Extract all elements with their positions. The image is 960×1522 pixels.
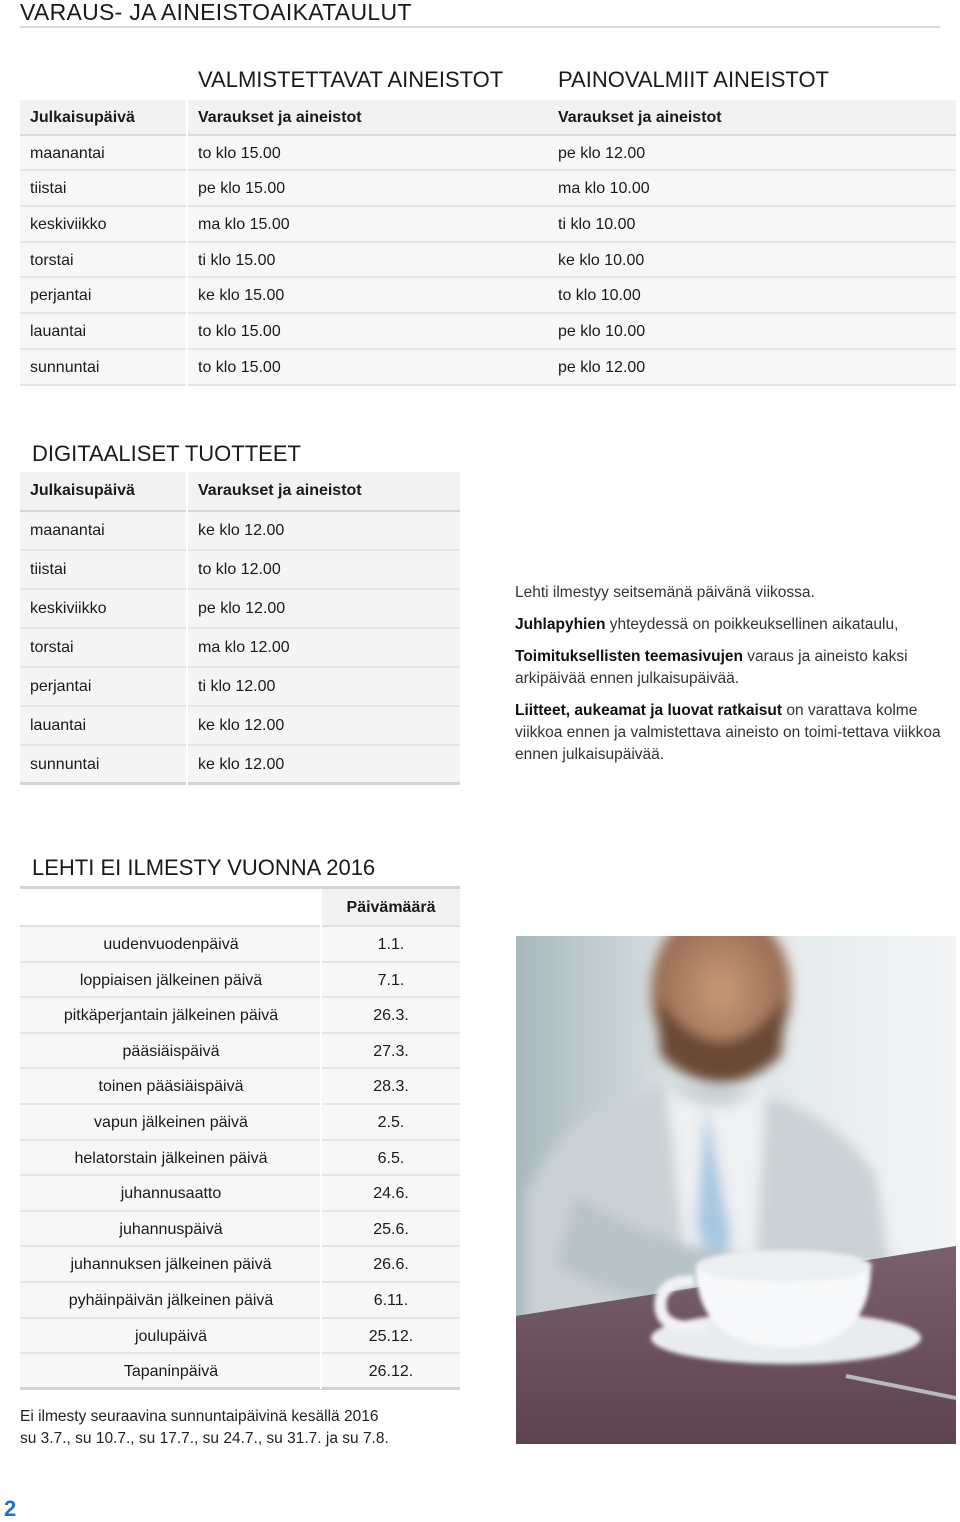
weekday-cell: sunnuntai [30, 756, 100, 773]
table-row [20, 1354, 460, 1390]
deadline-cell: to klo 15.00 [198, 144, 281, 162]
table-row [20, 136, 956, 172]
holiday-date-cell: 25.12. [368, 1327, 414, 1345]
holiday-date-cell: 2.5. [377, 1113, 405, 1131]
table-row [20, 590, 460, 629]
weekday-cell: lauantai [30, 323, 87, 341]
column-divider [320, 889, 322, 1389]
table-row [20, 1141, 460, 1177]
weekday-cell: tiistai [30, 180, 67, 198]
header-bookings-materials-print-ready: Varaukset ja aineistot [558, 109, 722, 126]
holiday-name-cell: uudenvuodenpäivä [103, 936, 239, 953]
deadline-cell: ti klo 12.00 [198, 678, 276, 695]
deadline-cell: pe klo 10.00 [558, 323, 646, 341]
table-row [20, 1319, 460, 1355]
holiday-name-cell: joulupäivä [134, 1327, 208, 1345]
deadline-cell: ke klo 12.00 [198, 522, 285, 539]
deadline-cell: to klo 12.00 [198, 561, 281, 578]
deadline-cell: ma klo 12.00 [198, 639, 290, 656]
header-publication-day: Julkaisupäivä [30, 109, 135, 126]
table-header-row [20, 889, 460, 927]
holiday-date-cell: 24.6. [373, 1185, 409, 1203]
holiday-date-cell: 7.1. [377, 971, 405, 989]
holiday-date-cell: 28.3. [373, 1078, 409, 1096]
table-header-row [20, 472, 460, 512]
deadline-cell: ti klo 10.00 [558, 216, 636, 234]
note-holidays: Juhlapyhien yhteydessä on poikkeuksellinen aikataulu, [515, 616, 899, 633]
table-row [20, 1069, 460, 1105]
page-number: 2 [4, 1496, 17, 1521]
table-header-row [20, 100, 956, 136]
holiday-name-cell: vapun jälkeinen päivä [94, 1113, 248, 1131]
holiday-date-cell: 6.5. [377, 1149, 405, 1167]
holiday-date-cell: 1.1. [377, 936, 405, 953]
holiday-date-cell: 26.6. [373, 1256, 409, 1274]
holiday-name-cell: pitkäperjantain jälkeinen päivä [63, 1007, 279, 1025]
holiday-date-cell: 26.3. [373, 1007, 409, 1025]
holiday-date-cell: 25.6. [373, 1220, 409, 1238]
deadline-cell: ma klo 10.00 [558, 180, 650, 198]
deadline-cell: ke klo 10.00 [558, 251, 645, 269]
table-row [20, 1247, 460, 1283]
deadline-cell: to klo 10.00 [558, 287, 641, 305]
table-row [20, 1176, 460, 1212]
holiday-name-cell: juhannusaatto [120, 1185, 222, 1203]
weekday-cell: tiistai [30, 561, 67, 578]
holiday-name-cell: pääsiäispäivä [122, 1042, 220, 1060]
table-row [20, 1283, 460, 1319]
table-row [20, 314, 956, 350]
deadline-cell: ma klo 15.00 [198, 216, 290, 234]
weekday-cell: lauantai [30, 717, 87, 734]
digital-products-table [20, 436, 460, 785]
note-supplements: Liitteet, aukeamat ja luovat ratkaisut on varattava kolme viikkoa ennen ja valmistettava aineisto on toimi-tettava viikkoa ennen julkaisupäivää. [515, 702, 941, 763]
deadline-cell: ke klo 15.00 [198, 287, 285, 305]
deadline-cell: ke klo 12.00 [198, 717, 285, 734]
header-publication-day: Julkaisupäivä [30, 482, 135, 499]
weekday-cell: perjantai [30, 287, 92, 305]
table-row [20, 278, 956, 314]
table-row [20, 1034, 460, 1070]
table-row [20, 629, 460, 668]
weekday-cell: maanantai [30, 144, 105, 162]
table-row [20, 963, 460, 999]
no-publication-heading: LEHTI EI ILMESTY VUONNA 2016 [20, 850, 460, 889]
holiday-date-cell: 26.12. [368, 1363, 414, 1381]
manufactured-materials-heading: VALMISTETTAVAT AINEISTOT [198, 67, 504, 92]
page-title: VARAUS- JA AINEISTOAIKATAULUT [20, 0, 940, 28]
holiday-name-cell: toinen pääsiäispäivä [98, 1078, 244, 1096]
weekday-cell: keskiviikko [30, 600, 107, 617]
holiday-name-cell: pyhäinpäivän jälkeinen päivä [68, 1291, 274, 1309]
holiday-date-cell: 27.3. [373, 1042, 409, 1060]
note-publishing-frequency: Lehti ilmestyy seitsemänä päivänä viikossa. [515, 584, 815, 601]
weekday-cell: maanantai [30, 522, 105, 539]
print-schedule-grid [20, 100, 956, 386]
table-row [20, 551, 460, 590]
header-date: Päivämäärä [322, 889, 460, 925]
sunday-exceptions-note: Ei ilmesty seuraavina sunnuntaipäivinä kesällä 2016 su 3.7., su 10.7., su 17.7., su 24.7., su 31.7. ja su 7.8. [20, 1408, 389, 1447]
weekday-cell: torstai [30, 639, 74, 656]
deadline-cell: to klo 15.00 [198, 358, 281, 376]
table-row [20, 171, 956, 207]
deadline-cell: pe klo 12.00 [558, 358, 646, 376]
coffee-cup-photo [516, 936, 956, 1444]
header-bookings-materials: Varaukset ja aineistot [198, 482, 362, 499]
table-row [20, 512, 460, 551]
weekday-cell: torstai [30, 251, 74, 269]
no-publication-days-table [20, 850, 460, 1390]
table-row [20, 927, 460, 963]
note-theme-pages: Toimituksellisten teemasivujen varaus ja aineisto kaksi arkipäivää ennen julkaisupäivää. [515, 648, 908, 687]
holiday-name-cell: helatorstain jälkeinen päivä [74, 1149, 268, 1167]
holiday-date-cell: 6.11. [373, 1291, 409, 1309]
deadline-cell: ti klo 15.00 [198, 251, 276, 269]
table-row [20, 998, 460, 1034]
schedule-notes [515, 582, 955, 776]
deadline-cell: ke klo 12.00 [198, 756, 285, 773]
holiday-name-cell: juhannuksen jälkeinen päivä [70, 1256, 272, 1274]
print-ready-materials-heading: PAINOVALMIIT AINEISTOT [558, 67, 829, 92]
digital-products-heading: DIGITAALISET TUOTTEET [32, 441, 301, 466]
column-divider [186, 472, 188, 788]
holiday-name-cell: juhannuspäivä [119, 1220, 223, 1238]
table-row [20, 1105, 460, 1141]
table-row [20, 350, 956, 386]
column-divider [186, 100, 188, 386]
table-row [20, 1212, 460, 1248]
holiday-name-cell: Tapaninpäivä [123, 1363, 219, 1381]
table-row [20, 707, 460, 746]
weekday-cell: sunnuntai [30, 358, 100, 376]
deadline-cell: to klo 15.00 [198, 323, 281, 341]
table-row [20, 668, 460, 707]
table-row [20, 243, 956, 279]
holiday-name-cell: loppiaisen jälkeinen päivä [79, 971, 263, 989]
header-bookings-materials: Varaukset ja aineistot [198, 109, 362, 126]
table-row [20, 746, 460, 785]
weekday-cell: perjantai [30, 678, 92, 695]
deadline-cell: pe klo 12.00 [198, 600, 286, 617]
table-row [20, 207, 956, 243]
deadline-cell: pe klo 12.00 [558, 144, 646, 162]
weekday-cell: keskiviikko [30, 216, 107, 234]
deadline-cell: pe klo 15.00 [198, 180, 286, 198]
